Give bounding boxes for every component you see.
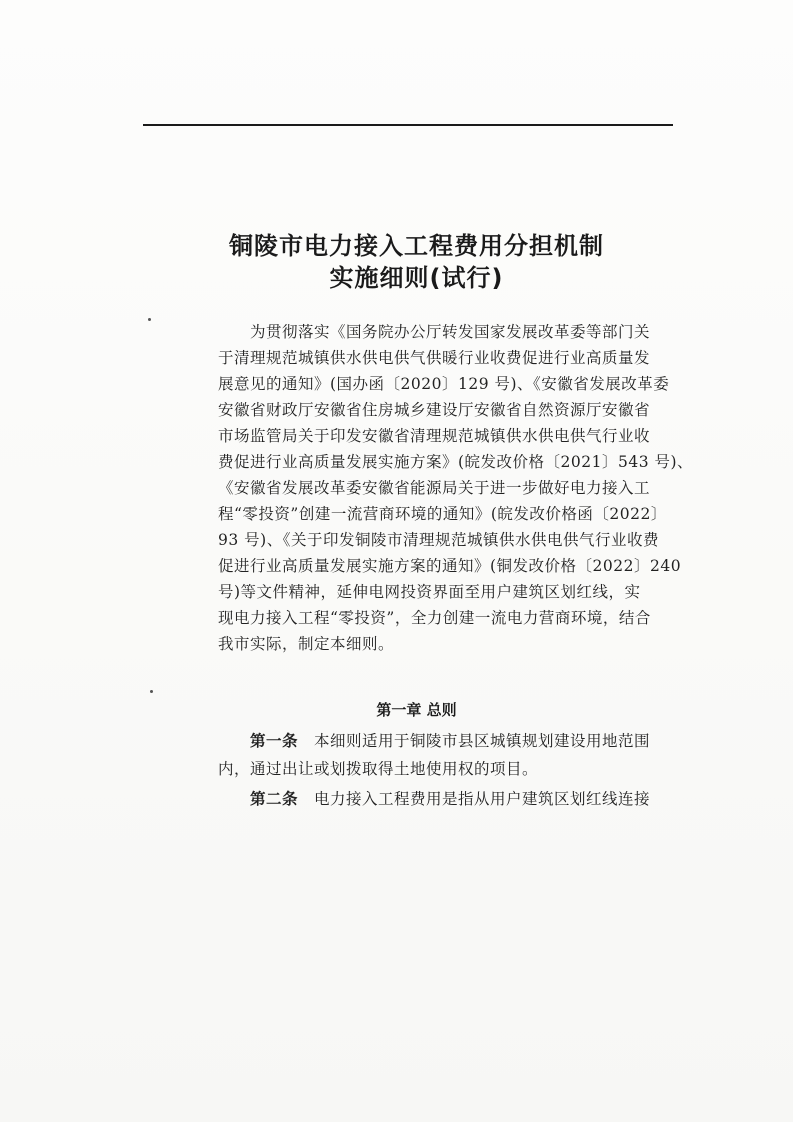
scan-speck [148,318,151,321]
article-2-label: 第二条 [250,790,299,808]
intro-line: 促进行业高质量发展实施方案的通知》(铜发改价格〔2022〕240 [218,557,682,575]
article-1-text: 本细则适用于铜陵市县区城镇规划建设用地范围 [314,732,651,750]
document-title-line-2: 实施细则(试行) [329,264,504,292]
intro-line: 市场监管局关于印发安徽省清理规范城镇供水供电供气行业收 [218,427,651,445]
intro-line: 号)等文件精神，延伸电网投资界面至用户建筑区划红线，实 [218,583,641,601]
document-title-line-1: 铜陵市电力接入工程费用分担机制 [229,232,604,260]
article-1-second-line: 内，通过出让或划拨取得土地使用权的项目。 [218,760,539,778]
scan-speck [150,690,153,693]
intro-line: 《安徽省发展改革委安徽省能源局关于进一步做好电力接入工 [218,479,651,497]
intro-line: 费促进行业高质量发展实施方案》(皖发改价格〔2021〕543 号)、 [218,453,694,471]
intro-line: 程“零投资”创建一流营商环境的通知》(皖发改价格函〔2022〕 [218,505,667,523]
intro-line: 安徽省财政厅安徽省住房城乡建设厅安徽省自然资源厅安徽省 [218,401,651,419]
article-1-first-line [250,729,650,751]
article-2-first-line [250,787,650,809]
intro-line: 我市实际，制定本细则。 [218,635,395,653]
intro-line: 为贯彻落实《国务院办公厅转发国家发展改革委等部门关 [250,323,651,341]
article-1-label: 第一条 [250,732,299,750]
article-2-text: 电力接入工程费用是指从用户建筑区划红线连接 [314,790,651,808]
intro-line: 现电力接入工程“零投资”，全力创建一流电力营商环境，结合 [218,609,651,627]
intro-line: 展意见的通知》(国办函〔2020〕129 号)、《安徽省发展改革委 [218,375,670,393]
intro-line: 于清理规范城镇供水供电供气供暖行业收费促进行业高质量发 [218,349,651,367]
chapter-heading: 第一章 总则 [376,701,457,719]
intro-line: 93 号)、《关于印发铜陵市清理规范城镇供水供电供气行业收费 [218,531,659,549]
header-rule [143,124,673,126]
